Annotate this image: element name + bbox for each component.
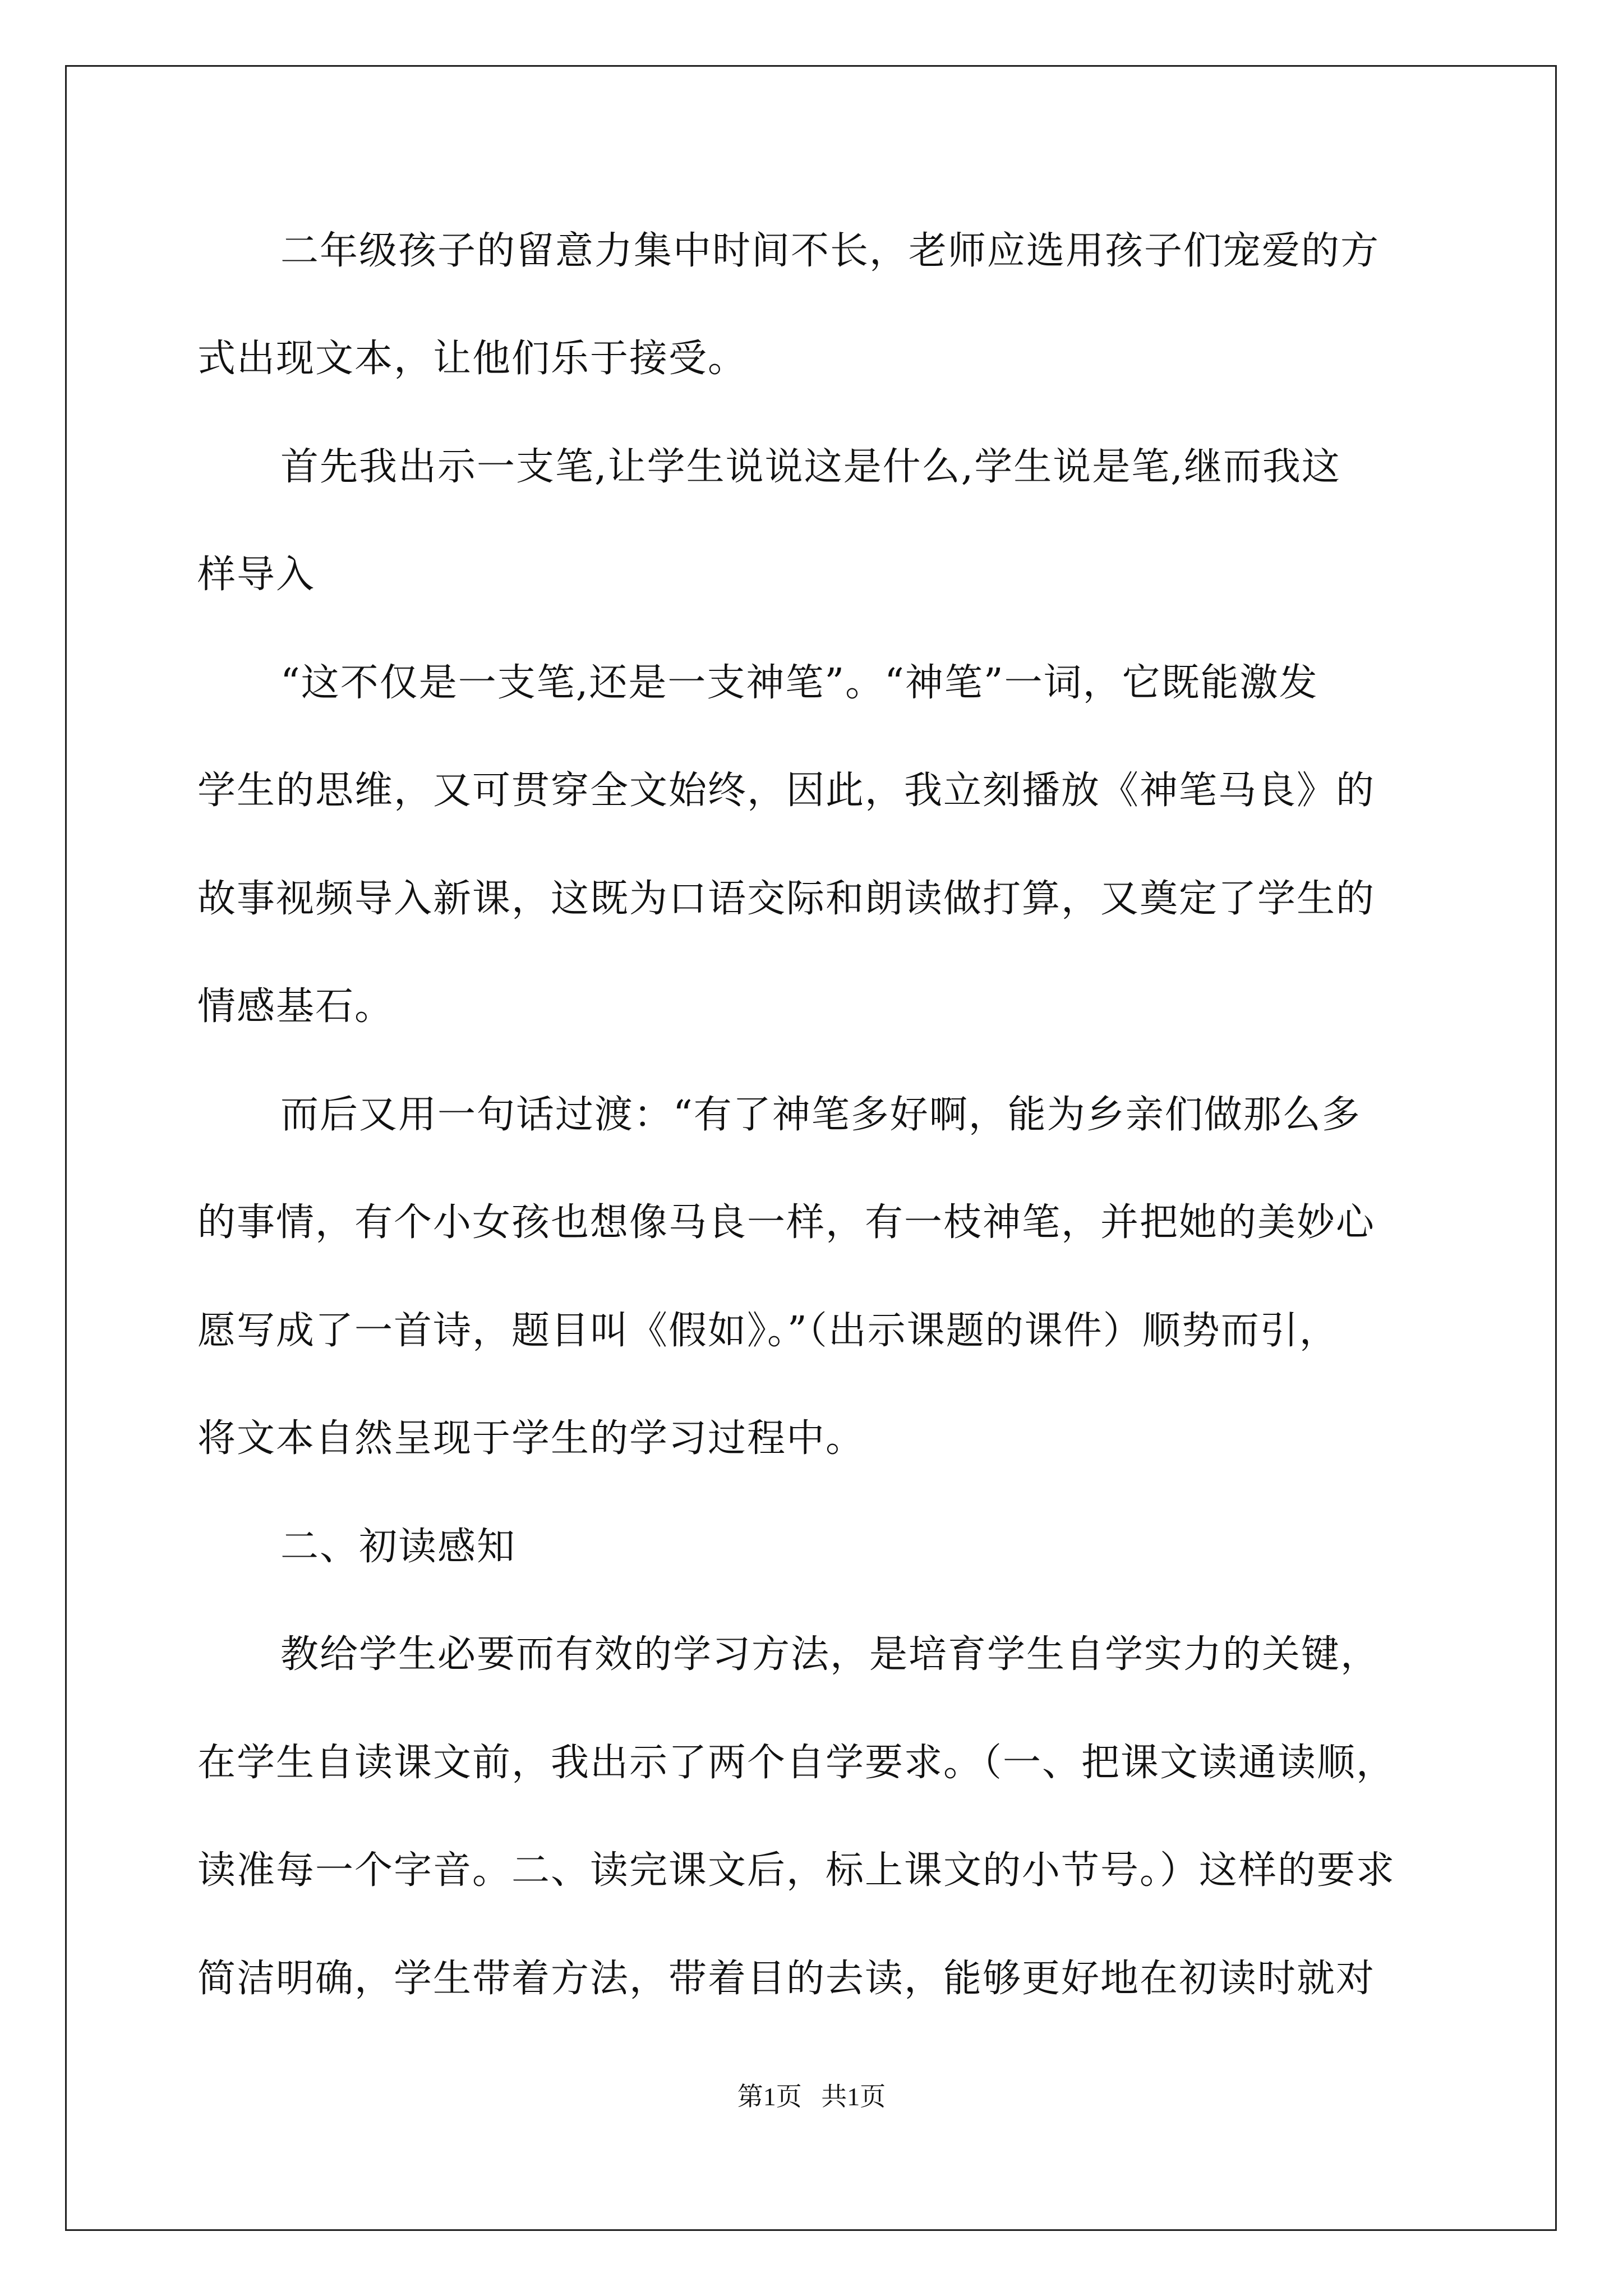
text-line: 教给学生必要而有效的学习方法，是培育学生自学实力的关键， (280, 1632, 1380, 1677)
text-line: 首先我出示一支笔,让学生说说这是什么,学生说是笔,继而我这 (280, 445, 1341, 489)
text-line: 在学生自读课文前，我出示了两个自学要求。（一、把课文读通读顺， (197, 1741, 1396, 1785)
text-line: 愿写成了一首诗，题目叫《假如》。”（出示课题的课件）顺势而引， (197, 1309, 1339, 1353)
text-line: 情感基石。 (197, 984, 394, 1029)
text-line: 的事情，有个小女孩也想像马良一样，有一枝神笔，并把她的美妙心 (197, 1200, 1376, 1245)
text-line: 式出现文本，让他们乐于接受。 (197, 337, 748, 381)
section-heading: 二、初读感知 (280, 1525, 517, 1569)
text-line: 而后又用一句话过渡：“有了神笔多好啊，能为乡亲们做那么多 (280, 1093, 1361, 1137)
text-line: 样导入 (197, 553, 316, 597)
text-line: 故事视频导入新课，这既为口语交际和朗读做打算，又奠定了学生的 (197, 877, 1376, 921)
text-line: “这不仅是一支笔,还是一支神笔”。“神笔”一词，它既能激发 (280, 661, 1318, 705)
text-line: 读准每一个字音。二、读完课文后，标上课文的小节号。）这样的要求 (197, 1848, 1396, 1893)
page-border (65, 65, 1557, 2231)
text-line: 二年级孩子的留意力集中时间不长，老师应选用孩子们宠爱的方 (280, 229, 1380, 273)
text-line: 简洁明确，学生带着方法，带着目的去读，能够更好地在初读时就对 (197, 1957, 1376, 2001)
page-number-footer: 第1页 共1页 (737, 2082, 886, 2111)
text-line: 学生的思维，又可贯穿全文始终，因此，我立刻播放《神笔马良》的 (197, 769, 1376, 813)
text-line: 将文本自然呈现于学生的学习过程中。 (197, 1416, 865, 1461)
